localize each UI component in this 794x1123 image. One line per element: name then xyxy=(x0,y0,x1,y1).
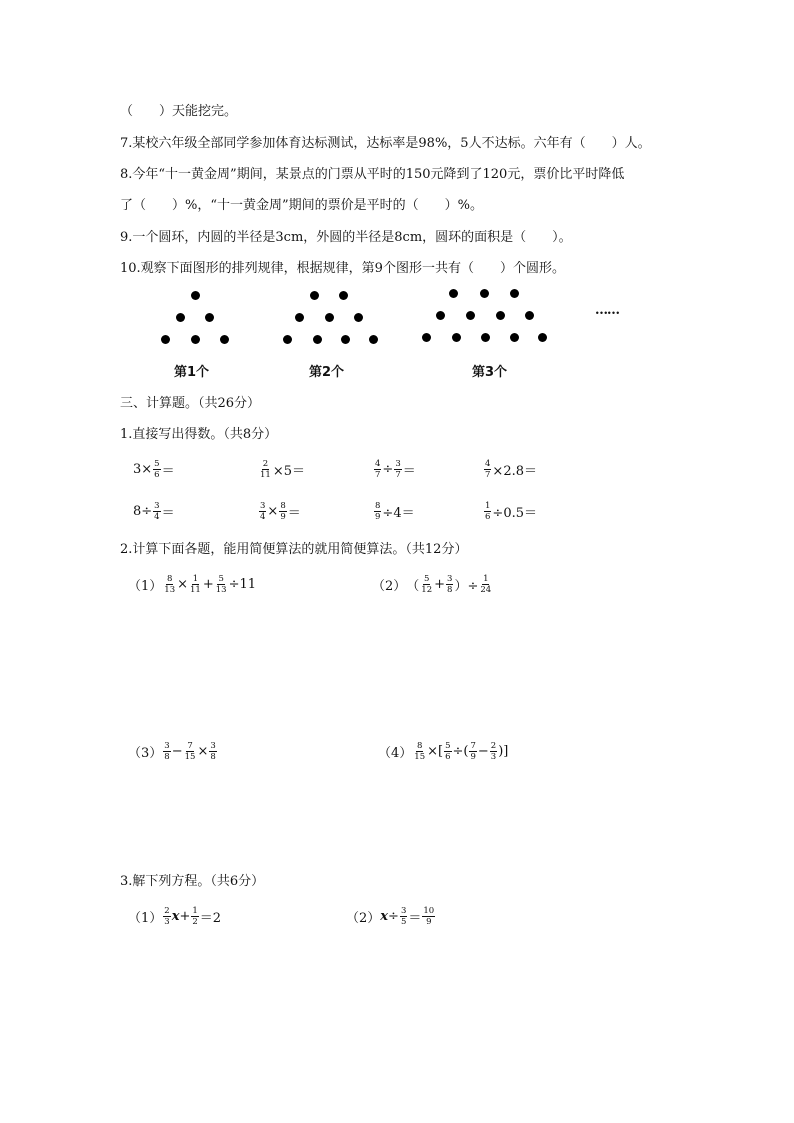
calc-item-2: $\frac{2}{11}$ ×5＝ xyxy=(260,459,305,480)
dot xyxy=(510,333,519,342)
dot xyxy=(480,289,489,298)
dot xyxy=(452,333,461,342)
fraction: $\frac{8}{15}$ xyxy=(414,741,426,762)
dot xyxy=(220,335,229,344)
fraction: $\frac{8}{13}$ xyxy=(164,574,176,595)
fraction: $\frac{5}{6}$ xyxy=(154,459,160,480)
equation-1: （1） $\frac{2}{3}$ x + $\frac{1}{2}$ ＝2 xyxy=(128,906,222,927)
calc-item-4: $\frac{4}{7}$ ×2.8＝ xyxy=(485,459,537,480)
fraction: $\frac{8}{9}$ xyxy=(280,501,286,522)
question-6-tail: （ ）天能挖完。 xyxy=(120,104,238,119)
dot xyxy=(339,291,348,300)
fraction: $\frac{4}{7}$ xyxy=(375,459,381,480)
fraction: $\frac{7}{15}$ xyxy=(184,741,196,762)
dot xyxy=(436,311,445,320)
question-9: 9.一个圆环，内圆的半径是3cm，外圆的半径是8cm，圆环的面积是（ ）。 xyxy=(120,230,572,245)
fraction: $\frac{10}{9}$ xyxy=(423,906,435,927)
fraction: $\frac{1}{2}$ xyxy=(192,906,198,927)
question-8-line-2: 了（ ）%，“十一黄金周”期间的票价是平时的（ ）%。 xyxy=(120,198,483,213)
fraction: $\frac{2}{3}$ xyxy=(164,906,170,927)
dot xyxy=(422,333,431,342)
calc-item-7: $\frac{8}{9}$ ÷4＝ xyxy=(375,501,415,522)
fraction: $\frac{3}{4}$ xyxy=(260,501,266,522)
fraction: $\frac{1}{6}$ xyxy=(485,501,491,522)
dot xyxy=(205,313,214,322)
fraction: $\frac{8}{9}$ xyxy=(375,501,381,522)
calc-item-5: 8÷ $\frac{3}{4}$ ＝ xyxy=(133,501,175,522)
part-2-question-3: （3） $\frac{3}{8}$ − $\frac{7}{15}$ × $\frac{3}{8}$ xyxy=(128,741,216,762)
figure-label-3: 第3个 xyxy=(472,365,508,380)
fraction: $\frac{3}{7}$ xyxy=(395,459,401,480)
fraction: $\frac{3}{8}$ xyxy=(447,574,453,595)
calc-item-6: $\frac{3}{4}$ × $\frac{8}{9}$ ＝ xyxy=(260,501,301,522)
dot xyxy=(295,313,304,322)
figure-label-2: 第2个 xyxy=(309,365,345,380)
fraction: $\frac{5}{6}$ xyxy=(445,741,451,762)
fraction: $\frac{7}{9}$ xyxy=(470,741,476,762)
dot xyxy=(283,335,292,344)
fraction: $\frac{1}{11}$ xyxy=(190,574,201,595)
dot xyxy=(481,333,490,342)
dot xyxy=(369,335,378,344)
dot xyxy=(161,335,170,344)
dot xyxy=(191,291,200,300)
dot xyxy=(325,313,334,322)
fraction: $\frac{4}{7}$ xyxy=(485,459,491,480)
fraction: $\frac{3}{8}$ xyxy=(164,741,170,762)
dot xyxy=(466,311,475,320)
dot xyxy=(525,311,534,320)
dot xyxy=(510,289,519,298)
fraction: $\frac{5}{12}$ xyxy=(421,574,433,595)
fraction: $\frac{1}{24}$ xyxy=(480,574,492,595)
dot xyxy=(191,335,200,344)
part-2-title: 2.计算下面各题，能用简便算法的就用简便算法。（共12分） xyxy=(120,542,468,557)
fraction: $\frac{3}{8}$ xyxy=(210,741,216,762)
part-2-question-1: （1） $\frac{8}{13}$ × $\frac{1}{11}$ + $\frac{5}{13}$ ÷11 xyxy=(128,574,257,595)
calc-item-1: 3× $\frac{5}{6}$ ＝ xyxy=(133,459,175,480)
question-10: 10.观察下面图形的排列规律，根据规律，第9个图形一共有（ ）个圆形。 xyxy=(120,261,565,276)
question-7: 7.某校六年级全部同学参加体育达标测试，达标率是98%，5人不达标。六年有（ ）人。 xyxy=(120,136,651,151)
section-3-title: 三、计算题。（共26分） xyxy=(120,396,261,411)
dot xyxy=(176,313,185,322)
part-2-question-4: （4） $\frac{8}{15}$ ×[ $\frac{5}{6}$ ÷( $\frac{7}{9}$ − $\frac{2}{3}$ )] xyxy=(378,741,509,762)
dot xyxy=(313,335,322,344)
part-2-question-2: （2） （ $\frac{5}{12}$ + $\frac{3}{8}$ ）÷ $\frac{1}{24}$ xyxy=(372,574,492,595)
calc-item-8: $\frac{1}{6}$ ÷0.5＝ xyxy=(485,501,537,522)
dot xyxy=(354,313,363,322)
part-1-title: 1.直接写出得数。（共8分） xyxy=(120,427,278,442)
dot xyxy=(310,291,319,300)
dot xyxy=(538,333,547,342)
equation-2: （2） x ÷ $\frac{3}{5}$ ＝ $\frac{10}{9}$ xyxy=(346,906,435,927)
calc-item-3: $\frac{4}{7}$ ÷ $\frac{3}{7}$ ＝ xyxy=(375,459,416,480)
part-3-title: 3.解下列方程。（共6分） xyxy=(120,874,265,889)
dot xyxy=(449,289,458,298)
fraction: $\frac{2}{11}$ xyxy=(260,459,271,480)
dot xyxy=(341,335,350,344)
fraction: $\frac{2}{3}$ xyxy=(490,741,497,762)
fraction: $\frac{5}{13}$ xyxy=(215,574,227,595)
question-8-line-1: 8.今年“十一黄金周”期间，某景点的门票从平时的150元降到了120元，票价比平时降低 xyxy=(120,167,625,182)
fraction: $\frac{3}{4}$ xyxy=(154,501,160,522)
fraction: $\frac{3}{5}$ xyxy=(400,906,407,927)
figure-label-1: 第1个 xyxy=(174,365,210,380)
figure-ellipsis: …… xyxy=(595,303,619,318)
dot xyxy=(496,311,505,320)
